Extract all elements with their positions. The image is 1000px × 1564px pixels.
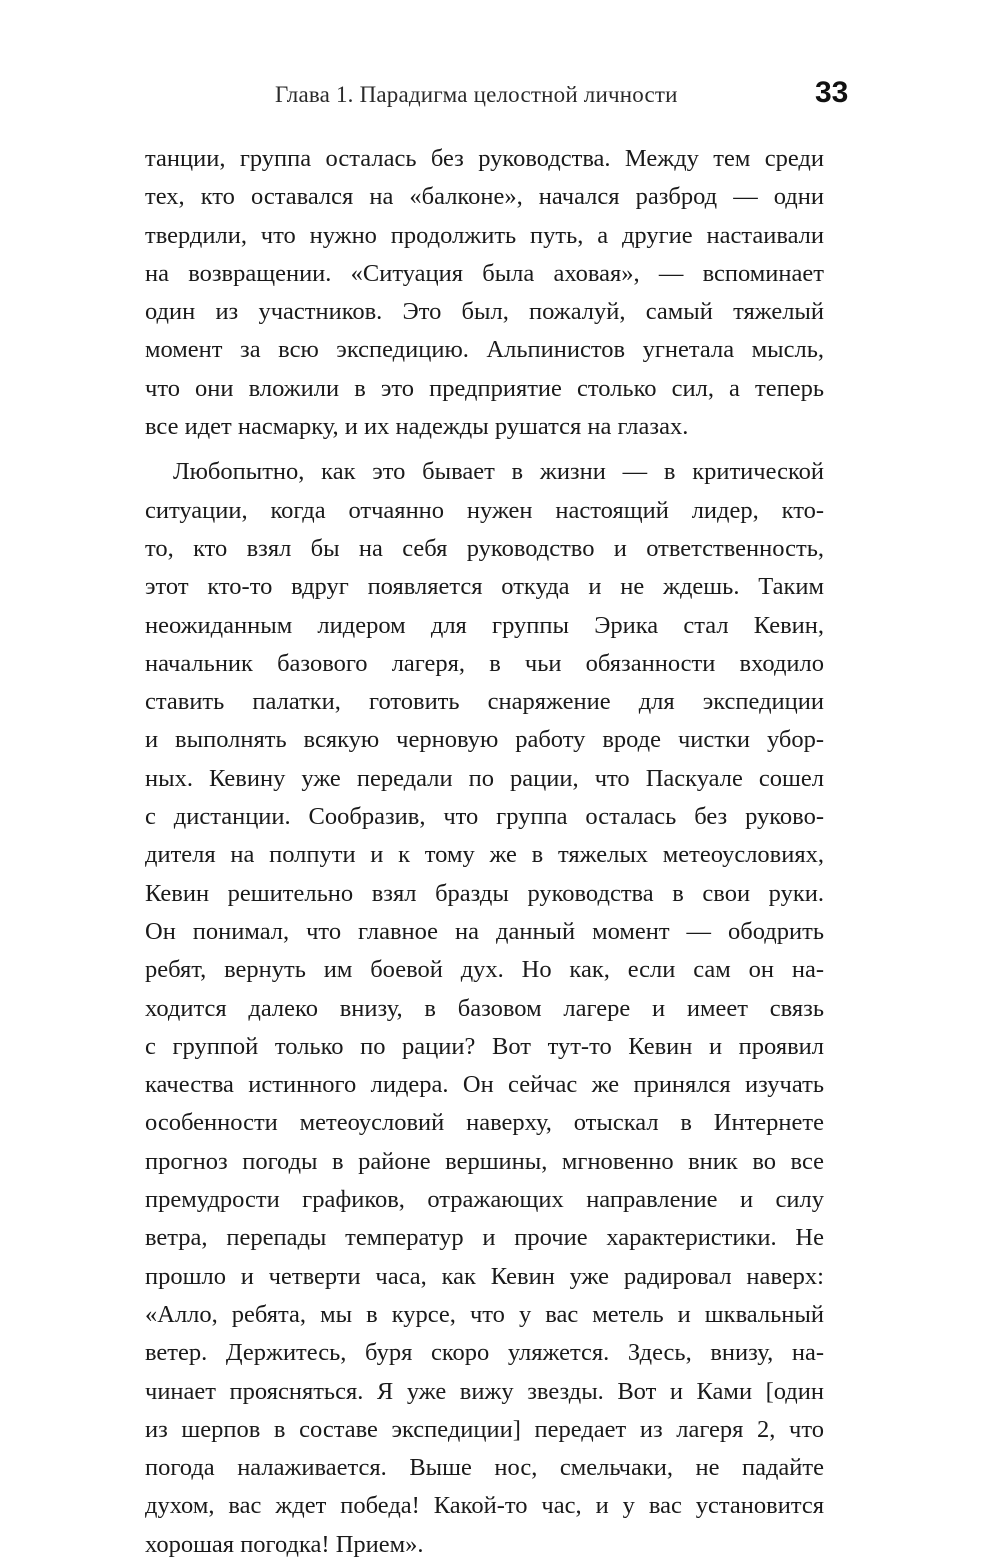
text-line: этот кто-то вдруг появляется откуда и не ждешь. Таким (145, 573, 824, 601)
text-line: ветер. Держитесь, буря скоро уляжется. Здесь, внизу, на- (145, 1339, 824, 1367)
text-line: Он понимал, что главное на данный момент — ободрить (145, 917, 824, 945)
text-line: ребят, вернуть им боевой дух. Но как, если сам он на- (145, 956, 824, 984)
text-line: Кевин решительно взял бразды руководства в свои руки. (145, 879, 824, 907)
text-line: начальник базового лагеря, в чьи обязанности входило (145, 649, 824, 677)
text-line: «Алло, ребята, мы в курсе, что у вас метель и шквальный (145, 1300, 824, 1328)
running-head: Глава 1. Парадигма целостной личности (275, 82, 678, 107)
paragraph-1 (145, 140, 824, 446)
text-line: неожиданным лидером для группы Эрика стал Кевин, (145, 611, 824, 639)
text-line: с дистанции. Сообразив, что группа осталась без руково- (145, 803, 824, 831)
text-line: премудрости графиков, отражающих направление и силу (145, 1186, 824, 1214)
text-line: что они вложили в это предприятие столько сил, а теперь (145, 374, 824, 402)
text-line: один из участников. Это был, пожалуй, самый тяжелый (145, 298, 824, 326)
text-line: ситуации, когда отчаянно нужен настоящий лидер, кто- (145, 496, 824, 524)
body-text (145, 140, 824, 1564)
text-line: прогноз погоды в районе вершины, мгновенно вник во все (145, 1147, 824, 1175)
text-line: ветра, перепады температур и прочие характеристики. Не (145, 1224, 824, 1252)
text-line: ставить палатки, готовить снаряжение для экспедиции (145, 688, 824, 716)
text-line: танции, группа осталась без руководства. Между тем среди (145, 145, 824, 172)
text-line: из шерпов в составе экспедиции] передает из лагеря 2, что (145, 1415, 824, 1443)
text-line: все идет насмарку, и их надежды рушатся на глазах. (145, 413, 689, 441)
text-line: прошло и четверти часа, как Кевин уже радировал наверх: (145, 1262, 824, 1290)
text-line: Любопытно, как это бывает в жизни — в критической (173, 458, 824, 486)
text-line: ходится далеко внизу, в базовом лагере и имеет связь (145, 994, 824, 1022)
text-line: ных. Кевину уже передали по рации, что Паскуале сошел (145, 764, 824, 792)
text-line: дителя на полпути и к тому же в тяжелых метеоусловиях, (145, 841, 824, 869)
text-line: духом, вас ждет победа! Какой-то час, и у вас установится (145, 1492, 824, 1520)
text-line: твердили, что нужно продолжить путь, а другие настаивали (145, 221, 824, 249)
text-line: с группой только по рации? Вот тут-то Кевин и проявил (145, 1032, 824, 1060)
text-line: на возвращении. «Ситуация была аховая», — вспоминает (145, 259, 824, 287)
text-line: качества истинного лидера. Он сейчас же принялся изучать (145, 1071, 824, 1099)
paragraph-2 (145, 453, 824, 1564)
page-number: 33 (815, 76, 849, 109)
text-line: хорошая погодка! Прием». (145, 1530, 424, 1558)
text-line: особенности метеоусловий наверху, отыскал в Интернете (145, 1109, 824, 1137)
text-line: погода налаживается. Выше нос, смельчаки, не падайте (145, 1454, 824, 1482)
paragraph-gap (145, 446, 824, 453)
text-line: и выполнять всякую черновую работу вроде чистки убор- (145, 726, 824, 754)
text-line: чинает проясняться. Я уже вижу звезды. Вот и Ками [один (145, 1377, 824, 1405)
text-line: момент за всю экспедицию. Альпинистов угнетала мысль, (145, 336, 824, 364)
text-line: тех, кто оставался на «балконе», начался разброд — одни (145, 183, 824, 211)
text-line: то, кто взял бы на себя руководство и ответственность, (145, 534, 824, 562)
